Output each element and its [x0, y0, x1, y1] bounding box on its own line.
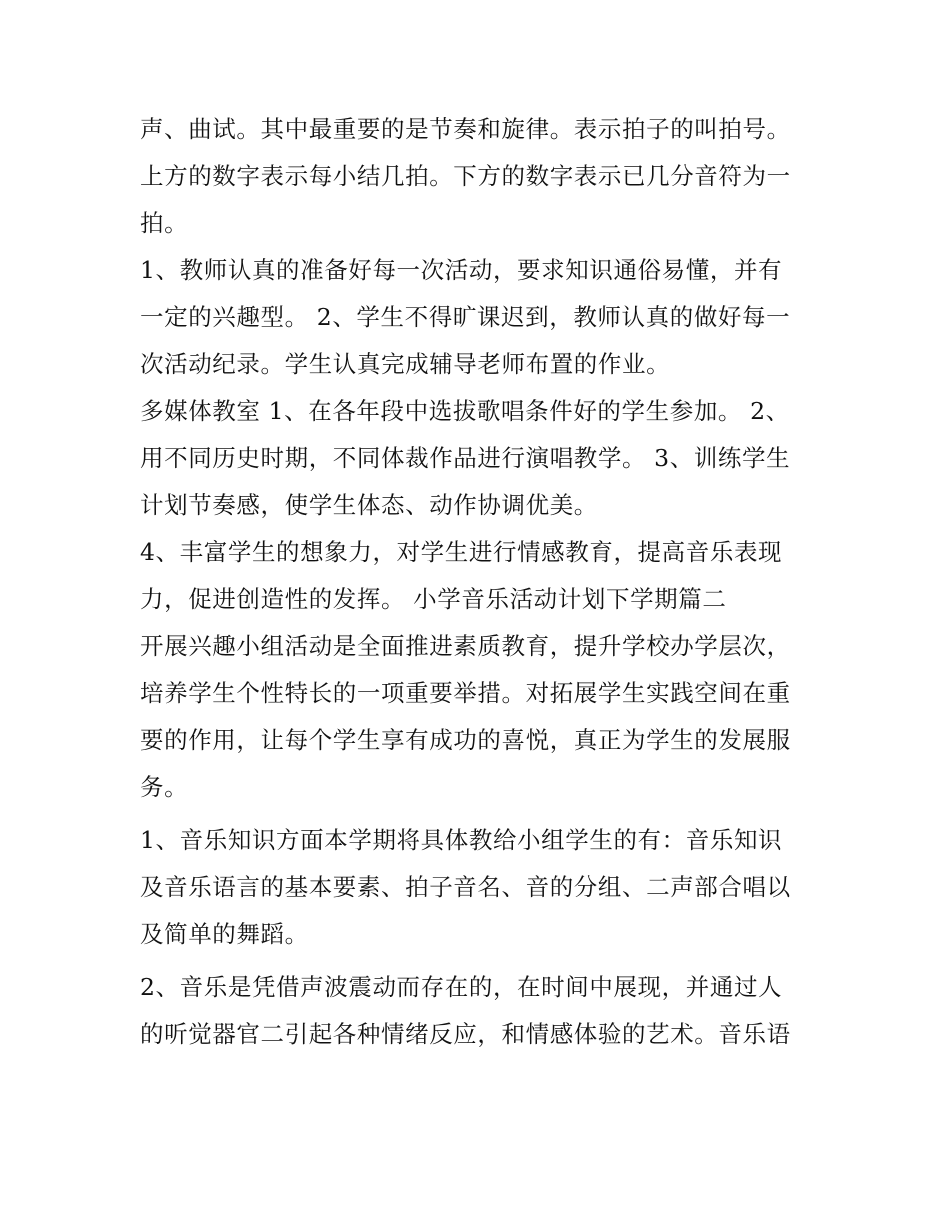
text-line: 及音乐语言的基本要素、拍子音名、音的分组、二声部合唱以	[140, 873, 791, 901]
text-line: 要的作用，让每个学生享有成功的喜悦，真正为学生的发展服	[140, 726, 791, 754]
paragraph-2	[140, 247, 820, 388]
text-line: 务。	[140, 773, 189, 801]
text-line: 上方的数字表示每小结几拍。下方的数字表示已几分音符为一	[140, 162, 791, 190]
paragraph-4	[140, 529, 820, 623]
paragraph-6	[140, 817, 820, 958]
text-line: 多媒体教室 1、在各年段中选拔歌唱条件好的学生参加。 2、	[140, 397, 790, 425]
text-line: 声、曲试。其中最重要的是节奏和旋律。表示拍子的叫拍号。	[140, 115, 791, 143]
paragraph-3	[140, 388, 820, 529]
text-line: 4、丰富学生的想象力，对学生进行情感教育，提高音乐表现	[140, 538, 783, 566]
text-line: 一定的兴趣型。 2、学生不得旷课迟到，教师认真的做好每一	[140, 303, 791, 331]
paragraph-7	[140, 964, 820, 1058]
text-line: 次活动纪录。学生认真完成辅导老师布置的作业。	[140, 350, 671, 378]
paragraph-5	[140, 623, 820, 811]
text-line: 计划节奏感，使学生体态、动作协调优美。	[140, 491, 598, 519]
document-body	[140, 106, 820, 1058]
text-line: 力，促进创造性的发挥。 小学音乐活动计划下学期篇二	[140, 585, 727, 613]
text-line: 拍。	[140, 209, 189, 237]
text-line: 2、音乐是凭借声波震动而存在的，在时间中展现，并通过人	[140, 973, 783, 1001]
text-line: 及简单的舞蹈。	[140, 920, 309, 948]
text-line: 用不同历史时期，不同体裁作品进行演唱教学。 3、训练学生	[140, 444, 791, 472]
text-line: 1、教师认真的准备好每一次活动，要求知识通俗易懂，并有	[140, 256, 783, 284]
paragraph-1	[140, 106, 820, 247]
text-line: 的听觉器官二引起各种情绪反应，和情感体验的艺术。音乐语	[140, 1020, 791, 1048]
text-line: 开展兴趣小组活动是全面推进素质教育，提升学校办学层次，	[140, 632, 791, 660]
text-line: 培养学生个性特长的一项重要举措。对拓展学生实践空间在重	[140, 679, 791, 707]
text-line: 1、音乐知识方面本学期将具体教给小组学生的有：音乐知识	[140, 826, 783, 854]
